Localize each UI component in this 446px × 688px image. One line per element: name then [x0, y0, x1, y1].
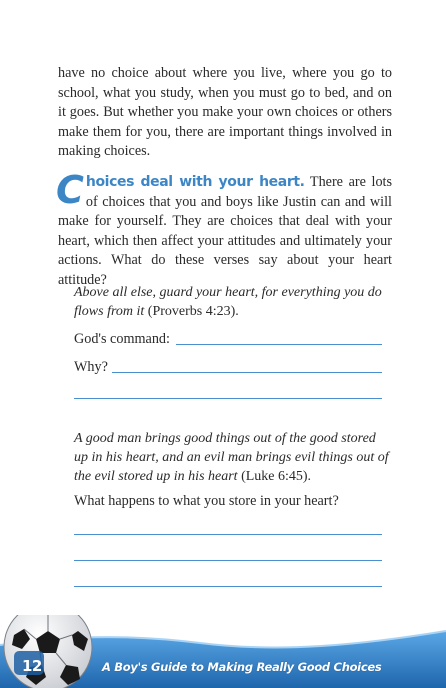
page-number: 12	[22, 657, 42, 675]
prompt-why: Why?	[74, 359, 108, 375]
answer-line-why-2[interactable]	[74, 398, 382, 399]
verse-luke	[74, 429, 392, 486]
verse-proverbs-ref: (Proverbs 4:23).	[144, 304, 239, 319]
verse-luke-text: A good man brings good things out of the good stored up in his heart, and an evil man brings evil things out of the evil stored up in his heart	[74, 431, 389, 484]
answer-line-store-2[interactable]	[74, 560, 382, 561]
footer-band	[0, 615, 446, 688]
paragraph-intro: have no choice about where you live, where you go to school, what you study, when you must go to bed, and on it goes. But whether you make your own choices or others make them for you, there are important things involved in making choices.	[58, 65, 392, 160]
section-lead-heading: hoices deal with your heart.	[85, 174, 305, 190]
answer-line-store-1[interactable]	[74, 534, 382, 535]
answer-line-why-1[interactable]	[112, 372, 382, 373]
paragraph-heart	[56, 168, 393, 291]
running-footer-title: A Boy's Guide to Making Really Good Choices	[102, 660, 382, 674]
verse-proverbs-text: Above all else, guard your heart, for everything you do flows from it	[74, 285, 382, 319]
drop-cap: C	[56, 168, 84, 212]
answer-line-store-3[interactable]	[74, 586, 382, 587]
prompt-store-in-heart: What happens to what you store in your heart?	[74, 493, 339, 509]
verse-proverbs	[74, 283, 392, 321]
answer-line-command[interactable]	[176, 344, 382, 345]
paragraph-heart-body: There are lots of choices that you and boys like Justin can and will make for yourself. They are choices that deal with your heart, which then affect your attitudes and ultimately your actions. What do these verses say about your heart attitude?	[58, 174, 393, 288]
prompt-gods-command: God's command:	[74, 331, 170, 347]
verse-luke-ref: (Luke 6:45).	[237, 469, 312, 484]
